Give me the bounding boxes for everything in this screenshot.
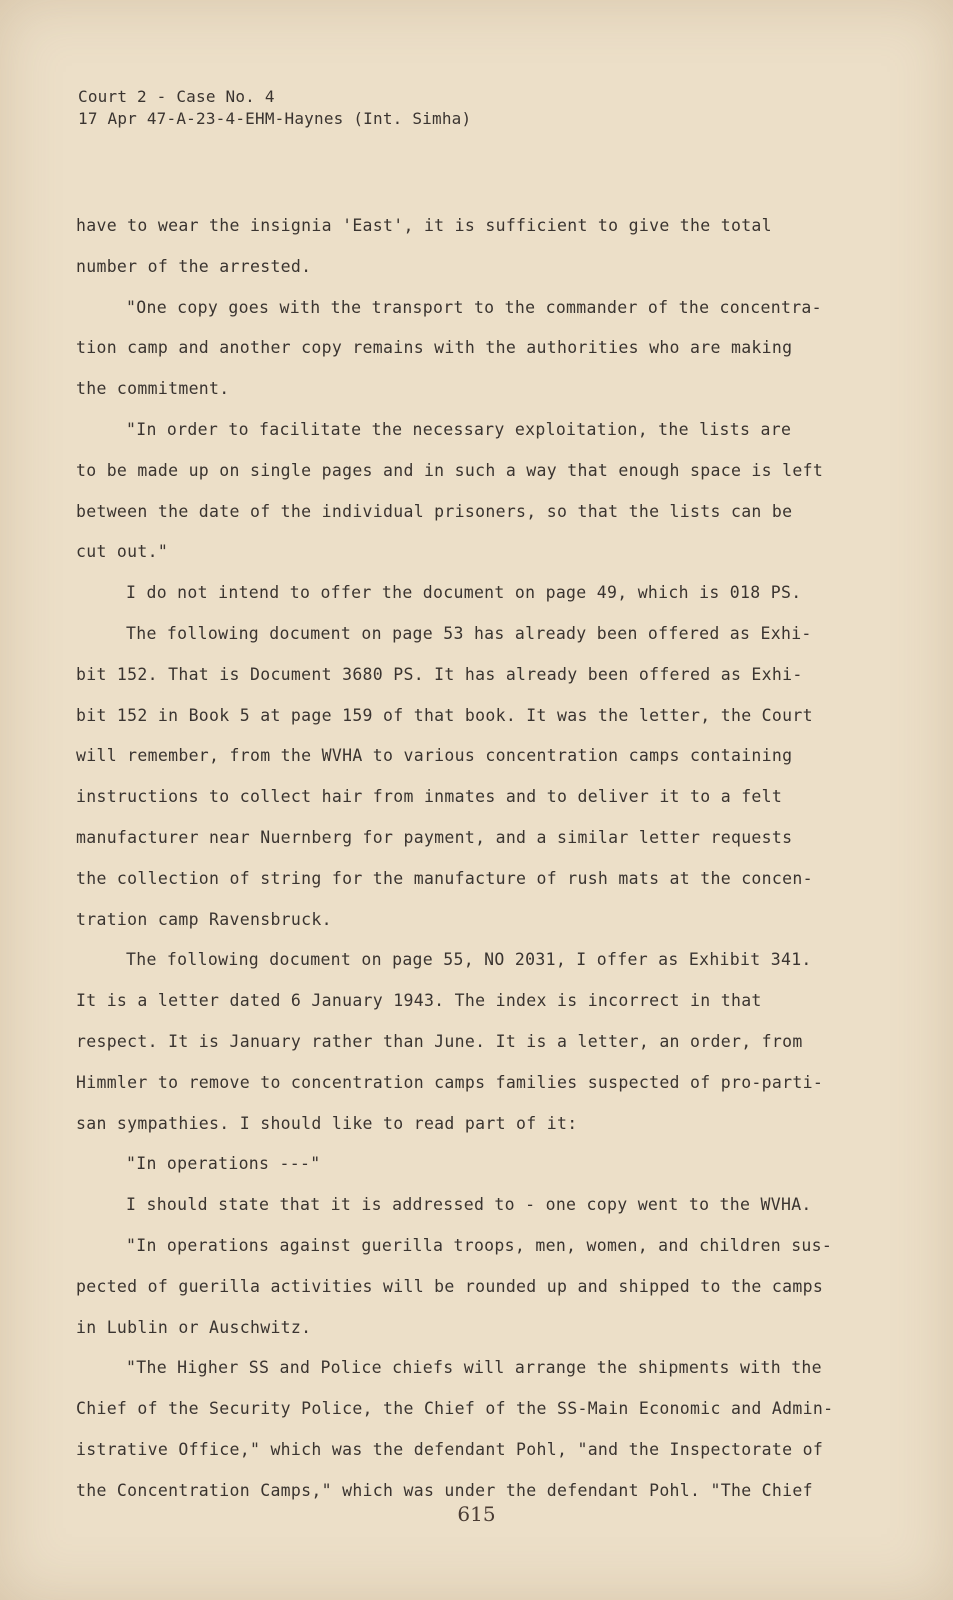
text-line: The following document on page 55, NO 2031, I offer as Exhibit 341.	[126, 950, 812, 970]
text-line: pected of guerilla activities will be rounded up and shipped to the camps	[76, 1276, 824, 1296]
text-line: the Concentration Camps," which was under the defendant Pohl. "The Chief	[76, 1480, 813, 1500]
text-line: cut out."	[76, 542, 169, 562]
text-line: instructions to collect hair from inmates and to deliver it to a felt	[76, 787, 783, 807]
text-line: istrative Office," which was the defendant Pohl, "and the Inspectorate of	[76, 1439, 824, 1459]
text-line: Chief of the Security Police, the Chief of the SS-Main Economic and Admin-	[76, 1399, 834, 1419]
text-line: bit 152. That is Document 3680 PS. It has already been offered as Exhi-	[76, 664, 803, 684]
text-line: The following document on page 53 has already been offered as Exhi-	[126, 623, 812, 643]
session-line: 17 Apr 47-A-23-4-EHM-Haynes (Int. Simha)	[78, 109, 472, 128]
document-header	[78, 86, 471, 130]
court-case-line: Court 2 - Case No. 4	[78, 87, 275, 106]
text-line: "In order to facilitate the necessary exploitation, the lists are	[126, 419, 792, 439]
text-line: tration camp Ravensbruck.	[76, 909, 332, 929]
transcript-body	[76, 206, 836, 1512]
text-line: in Lublin or Auschwitz.	[76, 1317, 312, 1337]
text-line: Himmler to remove to concentration camps families suspected of pro-parti-	[76, 1072, 824, 1092]
text-line: san sympathies. I should like to read part of it:	[76, 1113, 578, 1133]
text-line: number of the arrested.	[76, 256, 312, 276]
text-line: manufacturer near Nuernberg for payment, and a similar letter requests	[76, 827, 793, 847]
text-line: between the date of the individual prisoners, so that the lists can be	[76, 501, 793, 521]
text-line: have to wear the insignia 'East', it is sufficient to give the total	[76, 216, 772, 235]
text-line: bit 152 in Book 5 at page 159 of that book. It was the letter, the Court	[76, 705, 813, 725]
page-number: 615	[457, 1502, 496, 1526]
text-line: "In operations against guerilla troops, men, women, and children sus-	[126, 1235, 833, 1255]
text-line: to be made up on single pages and in such a way that enough space is left	[76, 460, 824, 480]
text-line: the collection of string for the manufacture of rush mats at the concen-	[76, 868, 813, 888]
text-line: "In operations ---"	[126, 1154, 321, 1174]
text-line: I should state that it is addressed to - one copy went to the WVHA.	[126, 1195, 812, 1215]
text-line: will remember, from the WVHA to various concentration camps containing	[76, 746, 793, 766]
text-line: the commitment.	[76, 379, 230, 399]
text-line: It is a letter dated 6 January 1943. The index is incorrect in that	[76, 991, 762, 1011]
text-line: "The Higher SS and Police chiefs will arrange the shipments with the	[126, 1358, 822, 1378]
text-line: I do not intend to offer the document on page 49, which is 018 PS.	[126, 583, 802, 603]
text-line: respect. It is January rather than June. It is a letter, an order, from	[76, 1031, 803, 1051]
text-line: "One copy goes with the transport to the commander of the concentra-	[126, 297, 822, 317]
text-line: tion camp and another copy remains with the authorities who are making	[76, 338, 793, 358]
